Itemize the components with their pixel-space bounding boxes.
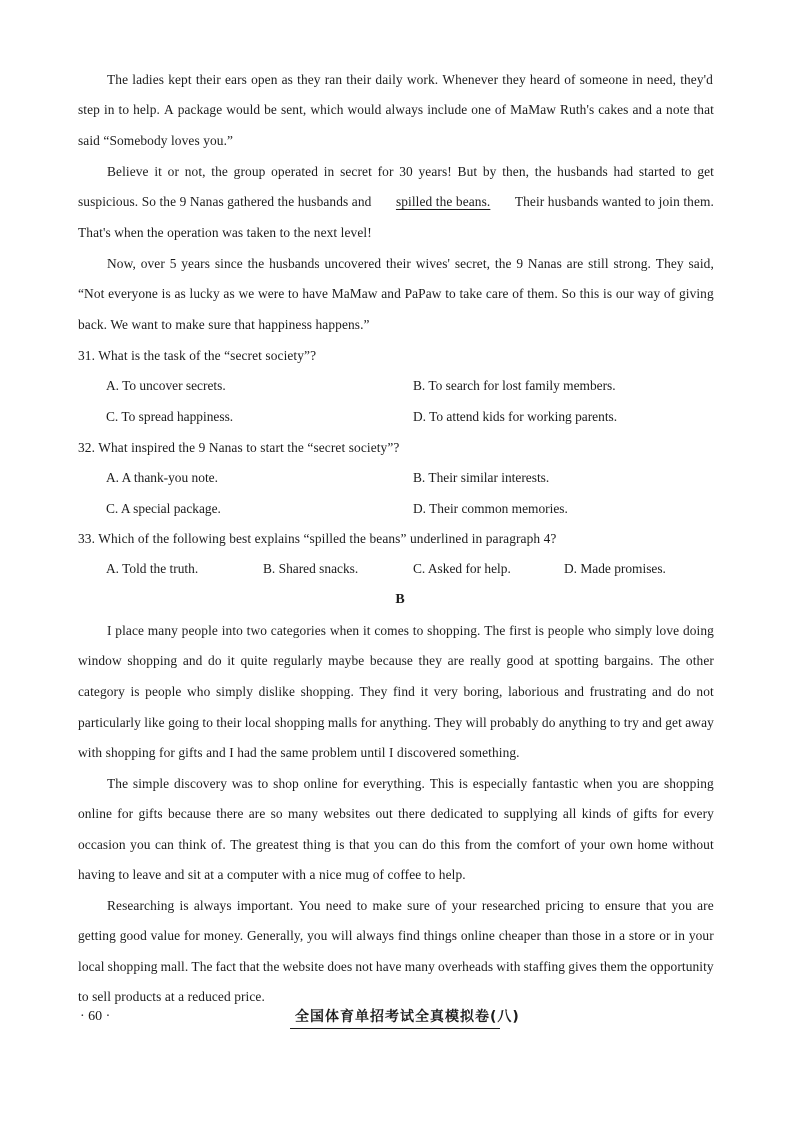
spilled-the-beans-underlined: spilled the beans. [395,194,491,209]
b-p1-line-2: window shopping and do it quite regularly maybe because they are really good at spotting bargains. The other [78,653,714,668]
b-p1-line-4: particularly like going to their local shopping malls for anything. They will probably do anything to try and get away [78,715,714,730]
b-p3-line-3: local shopping mall. The fact that the website does not have many overheads with staffing gives them the opportunity [78,959,714,974]
section-b-heading: B [395,592,405,607]
q33-option-a: A. Told the truth. [106,561,199,576]
question-33: 33. Which of the following best explains “spilled the beans” underlined in paragraph 4? [78,531,557,546]
b-p2-line-2: online for gifts because there are so many websites out there dedicated to supplying all kinds of gifts for every [78,806,714,821]
b-p3-line-4: to sell products at a reduced price. [78,989,265,1004]
b-p2-line-3: occasion you can think of. The greatest thing is that you can do this from the comfort of your own home without [78,837,714,852]
question-32: 32. What inspired the 9 Nanas to start the “secret society”? [78,440,400,455]
q33-option-b: B. Shared snacks. [263,561,359,576]
footer-rule [290,1028,500,1029]
p2-line-2 [78,193,714,211]
b-p3-line-2: getting good value for money. Generally, you will always find things online cheaper than those in a store or in your [78,928,714,943]
p3-line-2: “Not everyone is as lucky as we were to have MaMaw and PaPaw to take care of them. So this is our way of giving [78,286,714,301]
exam-series-title: 全国体育单招考试全真模拟卷(八) [295,1009,520,1025]
p2-seg-after: Their husbands wanted to join them. [514,194,714,209]
b-p3-line-1: Researching is always important. You need to make sure of your researched pricing to ensure that you are [107,898,714,913]
q31-option-a: A. To uncover secrets. [106,378,226,393]
q33-option-c: C. Asked for help. [413,561,511,576]
q31-option-c: C. To spread happiness. [106,409,234,424]
p1-line-3: said “Somebody loves you.” [78,133,234,148]
b-p1-line-5: with shopping for gifts and I had the same problem until I discovered something. [78,745,520,760]
q32-option-c: C. A special package. [106,501,221,516]
q32-option-b: B. Their similar interests. [413,470,550,485]
p1-line-1: The ladies kept their ears open as they ran their daily work. Whenever they heard of someone in need, they'd [107,72,713,87]
p3-line-1: Now, over 5 years since the husbands uncovered their wives' secret, the 9 Nanas are still strong. They said, [107,256,714,271]
p2-line-3: That's when the operation was taken to the next level! [78,225,372,240]
q31-option-d: D. To attend kids for working parents. [413,409,618,424]
q32-option-a: A. A thank-you note. [106,470,218,485]
p3-line-3: back. We want to make sure that happiness happens.” [78,317,370,332]
question-31: 31. What is the task of the “secret society”? [78,348,317,363]
p2-seg-before: suspicious. So the 9 Nanas gathered the husbands and [78,194,372,209]
p2-line-1: Believe it or not, the group operated in secret for 30 years! But by then, the husbands had started to get [107,164,714,179]
q32-option-d: D. Their common memories. [413,501,568,516]
page-number: · 60 · [80,1009,111,1024]
p1-line-2: step in to help. A package would be sent, which would always include one of MaMaw Ruth's cakes and a note that [78,102,714,117]
q33-option-d: D. Made promises. [564,561,666,576]
q31-option-b: B. To search for lost family members. [413,378,616,393]
b-p1-line-3: category is people who simply dislike shopping. They find it very boring, laborious and frustrating and do not [78,684,714,699]
b-p2-line-1: The simple discovery was to shop online for everything. This is especially fantastic when you are shopping [107,776,714,791]
b-p2-line-4: having to leave and sit at a computer with a nice mug of coffee to help. [78,867,466,882]
b-p1-line-1: I place many people into two categories when it comes to shopping. The first is people who simply love doing [107,623,714,638]
